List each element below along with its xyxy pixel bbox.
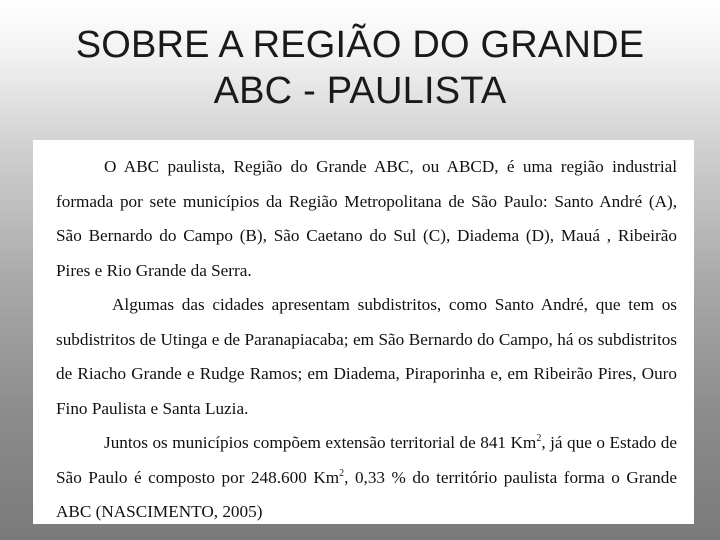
superscript-squared-1: 2 <box>536 433 542 444</box>
paragraph-3-part-3: , 0,33 % do território paulista forma o Grande ABC (NASCIMENTO, 2005) <box>56 467 677 521</box>
paragraph-3-part-1: Juntos os municípios compõem extensão territorial de 841 Km <box>104 433 537 452</box>
slide-title <box>0 22 720 114</box>
superscript-squared-2: 2 <box>339 467 345 479</box>
document-text <box>56 150 677 524</box>
document-image-panel <box>33 140 694 524</box>
paragraph-3-part-2: , já que o Estado de São Paulo é composto por 248.600 Km <box>56 433 677 487</box>
paragraph-2: Algumas das cidades apresentam subdistritos, como Santo André, que tem os subdistritos de Utinga e de Paranapiacaba; em São Bernardo do Campo, há os subdistritos de Riacho Grande e Rudge Ramos; em Diadema, Piraporinha e, em Ribeirão Pires, Ouro Fino Paulista e Santa Luzia. <box>56 295 677 418</box>
slide-title-line-2: ABC - PAULISTA <box>213 70 507 112</box>
slide-title-line-1: SOBRE A REGIÃO DO GRANDE <box>75 24 645 66</box>
paragraph-1: O ABC paulista, Região do Grande ABC, ou ABCD, é uma região industrial formada por sete municípios da Região Metropolitana de São Paulo: Santo André (A), São Bernardo do Campo (B), São Caetano do Sul (C), Diadema (D), Mauá , Ribeirão Pires e Rio Grande da Serra. <box>56 157 677 280</box>
paragraph-3 <box>56 426 677 524</box>
